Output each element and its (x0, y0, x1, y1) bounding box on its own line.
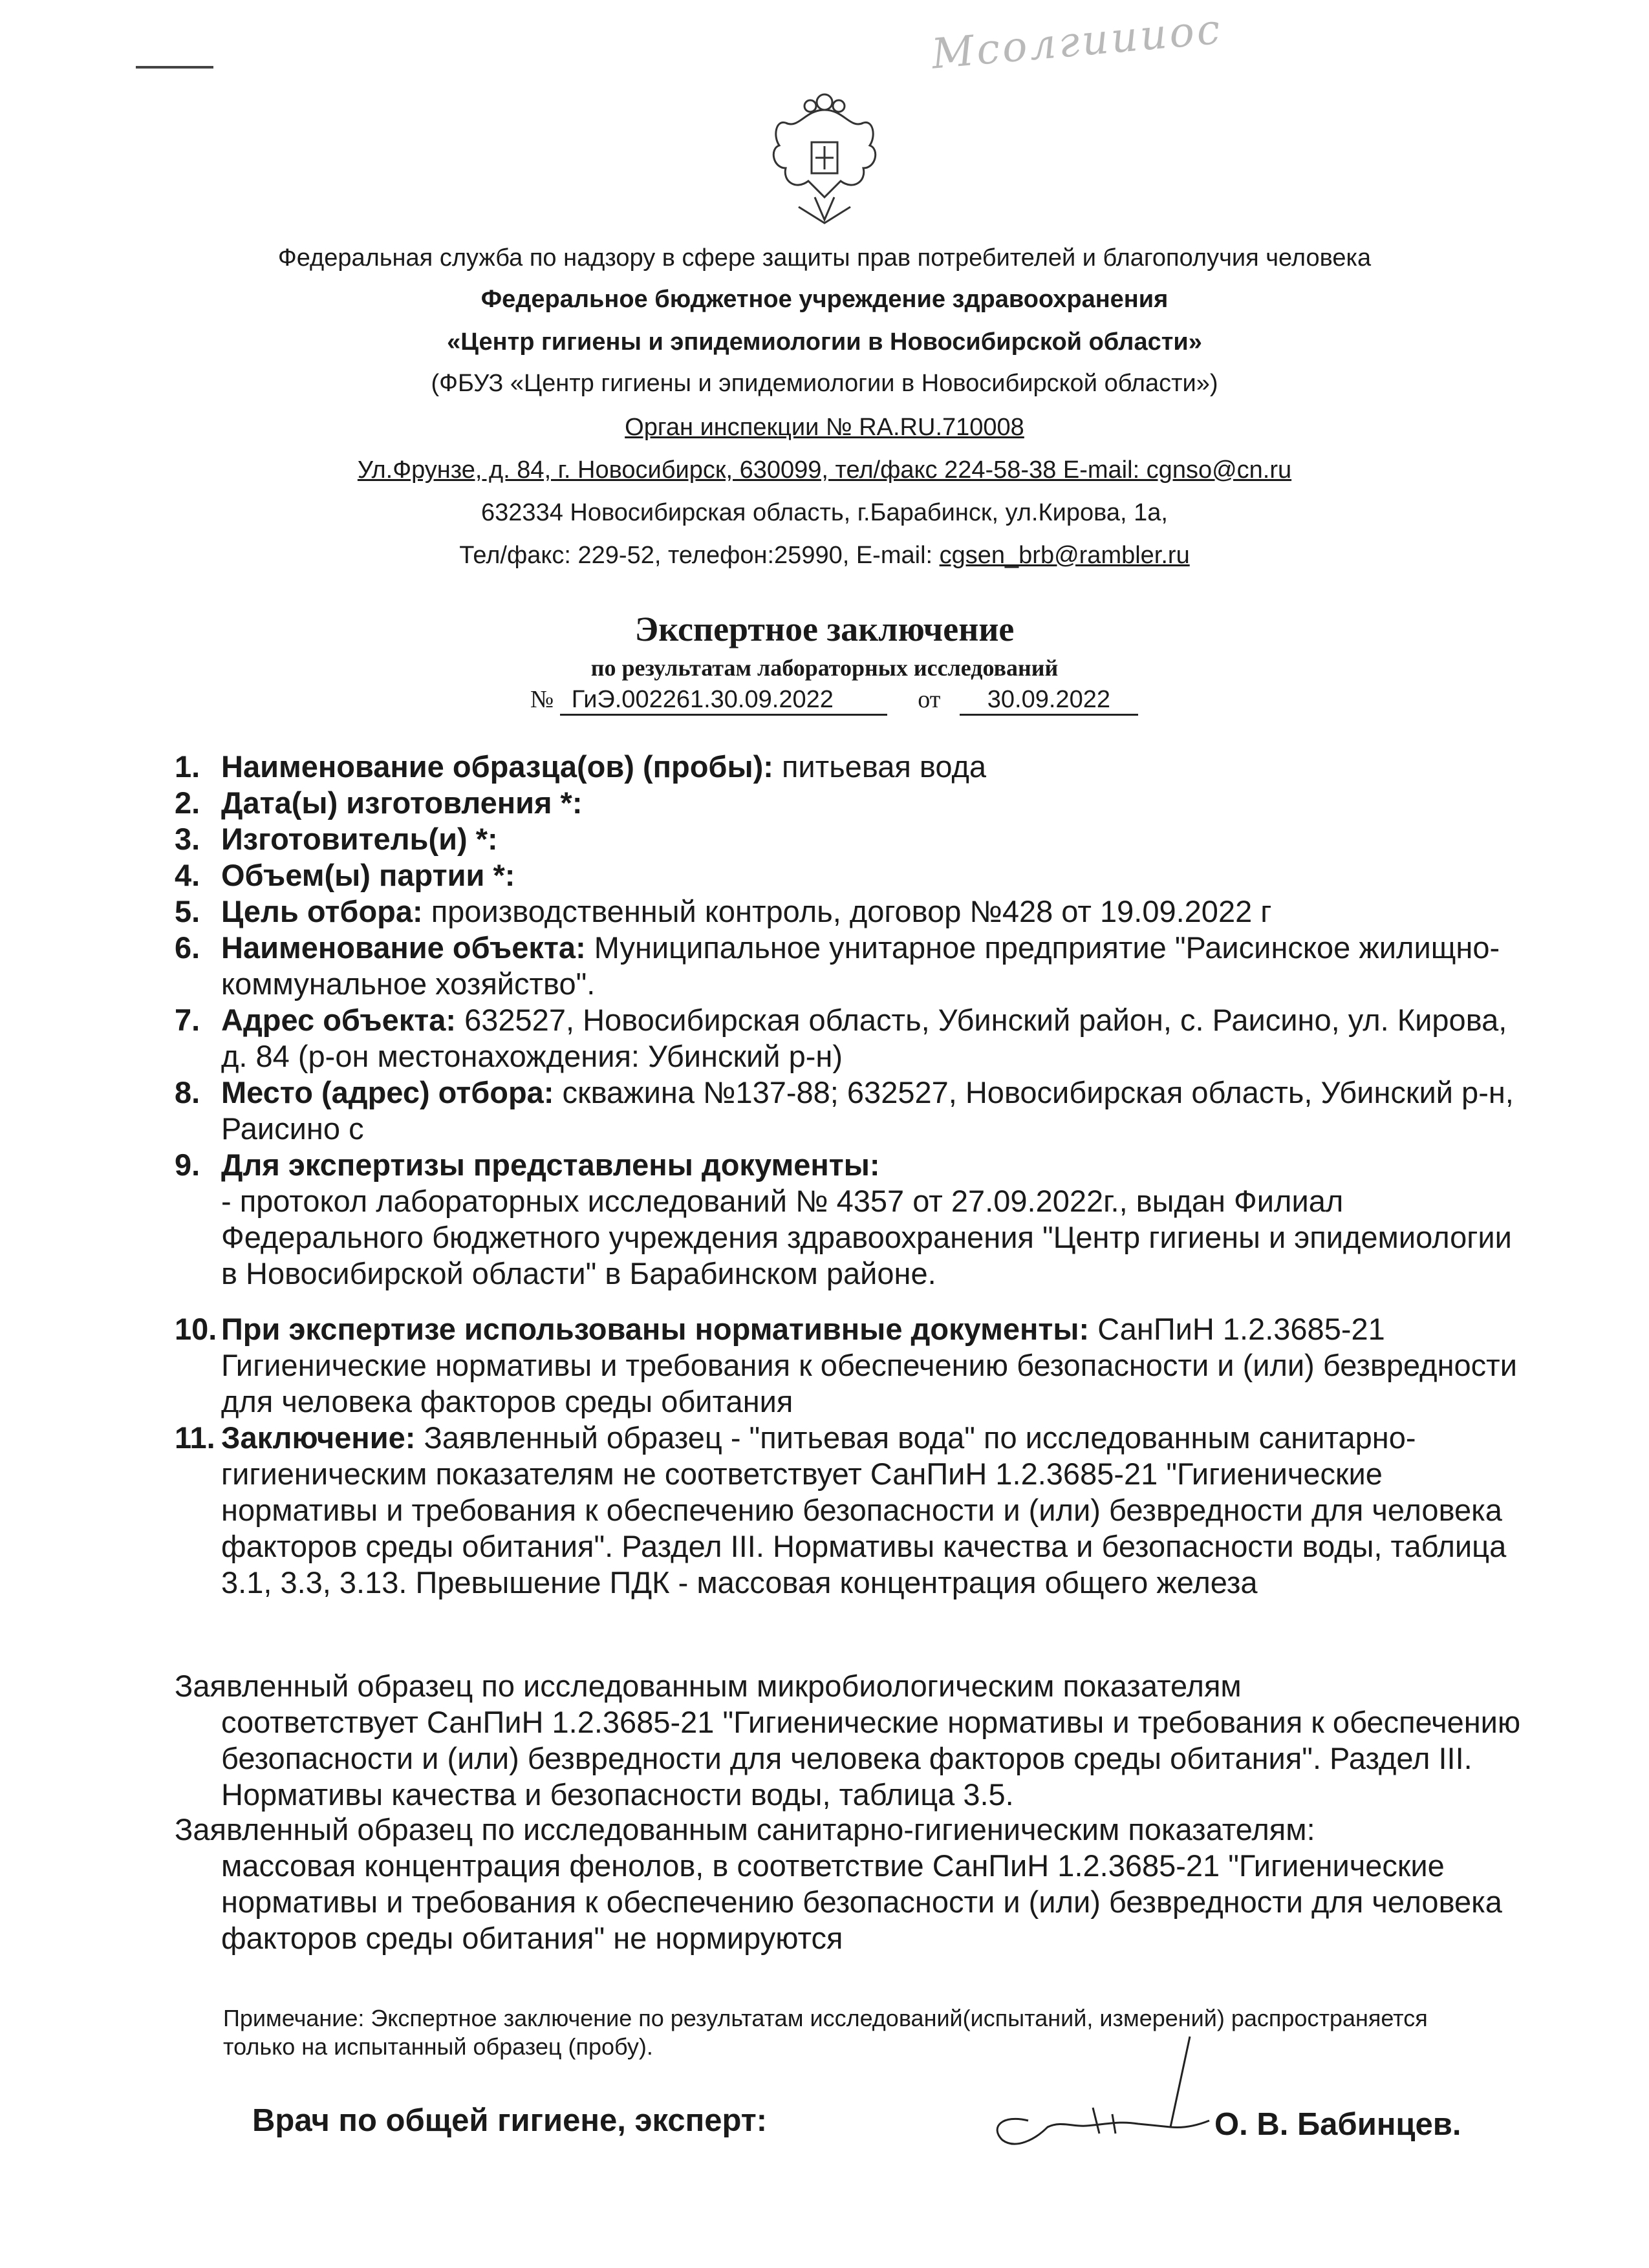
pen-dash-mark (136, 66, 213, 69)
document-number: ГиЭ.002261.30.09.2022 (560, 686, 887, 716)
header-agency: Федеральная служба по надзору в сфере защиты прав потребителей и благополучия человека (277, 244, 1372, 272)
emblem-icon (760, 84, 889, 233)
list-item: 2. Дата(ы) изготовления *: (175, 786, 583, 820)
header-short-name: (ФБУЗ «Центр гигиены и эпидемиологии в Новосибирской области») (431, 370, 1218, 397)
note: Примечание: Экспертное заключение по результатам исследований(испытаний, измерений) распространяется только на испытанный образец (пробу). (223, 2005, 1428, 2060)
conclusion-microbiology: Заявленный образец по исследованным микробиологическим показателям соответствует СанПиН 1.2.3685-21 "Гигиенические нормативы и требования к обеспечению безопасности и (или) безвредности для человека факторов среды обитания". Раздел III. Нормативы качества и безопасности воды, таблица 3.5. (175, 1669, 1521, 1812)
list-item: 6. Наименование объекта: Муниципальное унитарное предприятие "Раисинское жилищно-коммунальное хозяйство". (175, 930, 1500, 1001)
header-inspection-body: Орган инспекции № RA.RU.710008 (625, 414, 1024, 441)
header-center-name: «Центр гигиены и эпидемиологии в Новосибирской области» (447, 328, 1202, 356)
list-item: 11. Заключение: Заявленный образец - "питьевая вода" по исследованным санитарно-гигиеническим показателям не соответствует СанПиН 1.2.3685-21 "Гигиенические нормативы и требования к обеспечению безопасности и (или) безвредности для человека факторов среды обитания". Раздел III. Нормативы качества и безопасности воды, таблица 3.1, 3.3, 3.13. Превышение ПДК - массовая концентрация общего железа (175, 1420, 1507, 1599)
header-institution: Федеральное бюджетное учреждение здравоохранения (480, 286, 1169, 313)
header-contacts: Тел/факс: 229-52, телефон:25990, E-mail: cgsen_brb@rambler.ru (459, 542, 1190, 569)
signature-icon (976, 2030, 1222, 2159)
list-item: 5. Цель отбора: производственный контроль, договор №428 от 19.09.2022 г (175, 894, 1272, 928)
signer-role: Врач по общей гигиене, эксперт: (252, 2103, 768, 2138)
list-item: 3. Изготовитель(и) *: (175, 822, 498, 856)
document-subtitle: по результатам лабораторных исследований (590, 655, 1059, 681)
signer-name: О. В. Бабинцев. (1214, 2107, 1461, 2142)
items-list (175, 749, 1520, 1601)
list-item: 7. Адрес объекта: 632527, Новосибирская область, Убинский район, с. Раисино, ул. Кирова, д. 84 (р-он местонахождения: Убинский р-н) (175, 1003, 1507, 1073)
list-item: 10. При экспертизе использованы нормативные документы: СанПиН 1.2.3685-21 Гигиенические нормативы и требования к обеспечению безопасности и (или) безвредности для человека факторов среды обитания (175, 1312, 1517, 1418)
document-number-line: № ГиЭ.002261.30.09.2022 от 30.09.2022 (530, 685, 1138, 716)
list-item: 8. Место (адрес) отбора: скважина №137-88; 632527, Новосибирская область, Убинский р-н, Раисино с (175, 1075, 1514, 1146)
list-item: 1. Наименование образца(ов) (пробы): питьевая вода (175, 749, 987, 784)
header-address-branch: 632334 Новосибирская область, г.Барабинск, ул.Кирова, 1а, (481, 499, 1168, 526)
item9-detail: - протокол лабораторных исследований № 4357 от 27.09.2022г., выдан Филиал Федерального бюджетного учреждения здравоохранения "Центр гигиены и эпидемиологии в Новосибирской области" в Барабинском районе. (221, 1184, 1512, 1290)
conclusion-phenols: Заявленный образец по исследованным санитарно-гигиеническим показателям: массовая концентрация фенолов, в соответствие СанПиН 1.2.3685-21 "Гигиенические нормативы и требования к обеспечению безопасности и (или) безвредности для человека факторов среды обитания" не нормируются (175, 1812, 1502, 1955)
header-email: cgsen_brb@rambler.ru (939, 542, 1190, 569)
header-address-main: Ул.Фрунзе, д. 84, г. Новосибирск, 630099, тел/факс 224-58-38 E-mail: cgnso@cn.ru (357, 456, 1292, 484)
document-title: Экспертное заключение (634, 610, 1015, 648)
document-date: 30.09.2022 (960, 686, 1138, 716)
list-item: 4. Объем(ы) партии *: (175, 858, 515, 892)
list-item: 9. Для экспертизы представлены документы: (175, 1148, 880, 1182)
handwritten-note: Мсолгиииос (929, 5, 1225, 79)
